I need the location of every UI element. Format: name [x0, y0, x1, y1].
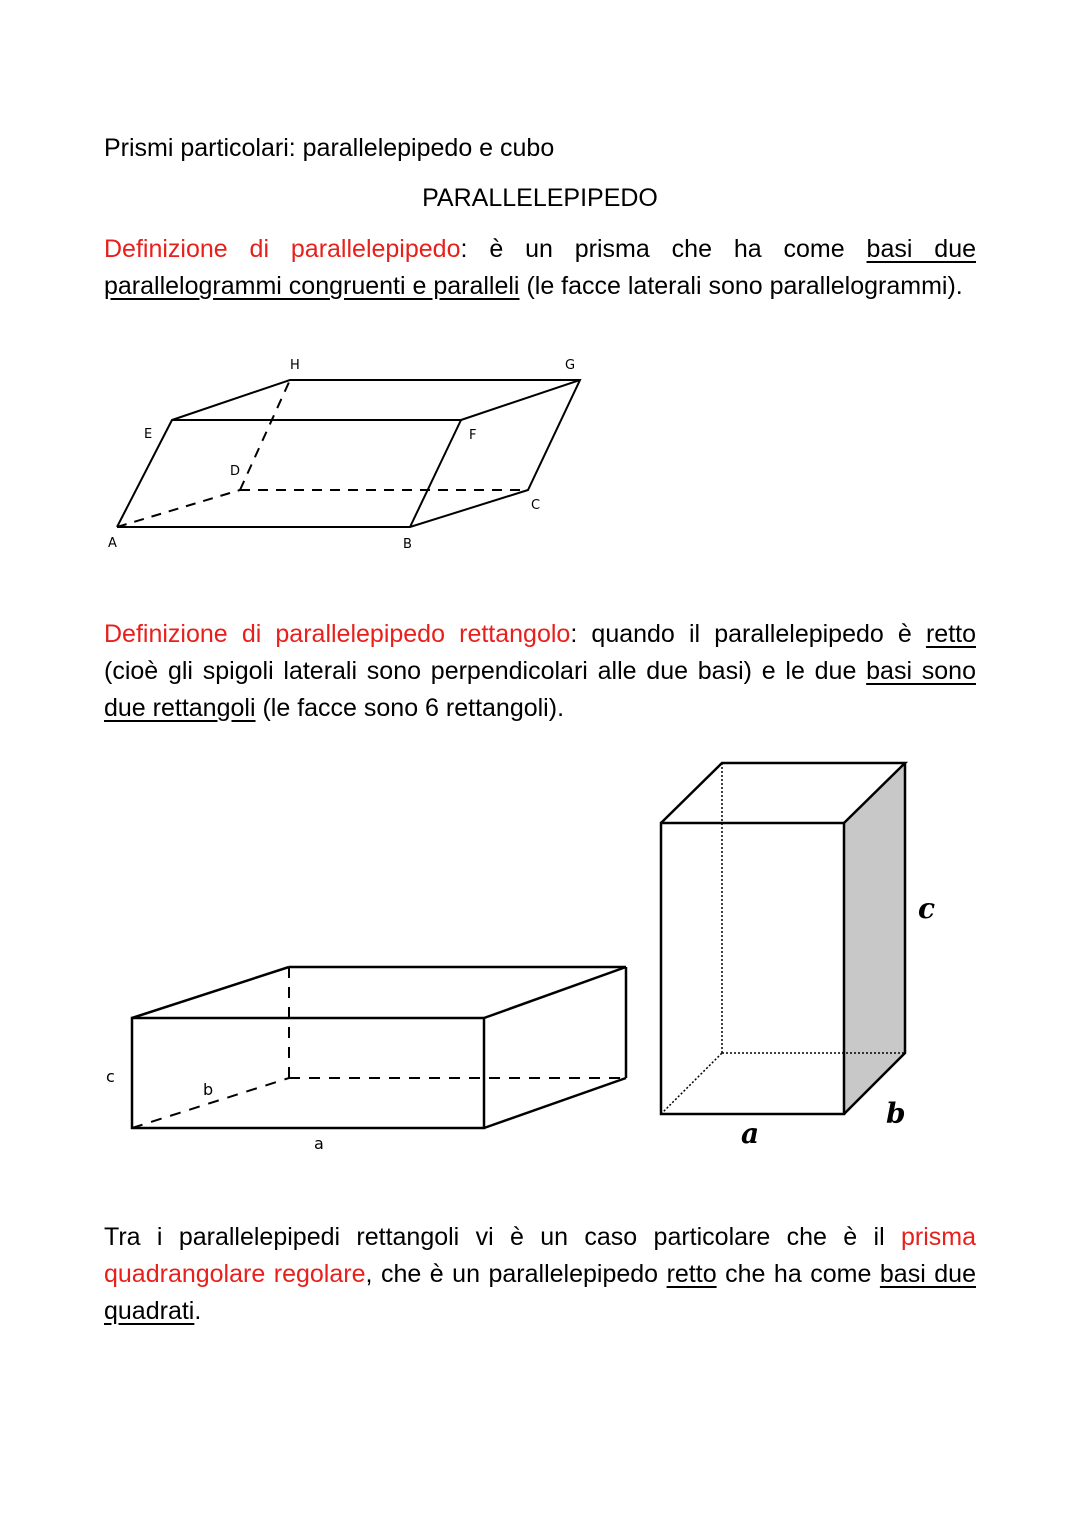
edge-label-c: c	[106, 1067, 115, 1086]
definition-term: Definizione di parallelepipedo	[104, 235, 461, 263]
edge-label-c: c	[918, 892, 936, 925]
vertex-label-b: B	[403, 537, 412, 552]
edge-label-b: b	[886, 1097, 906, 1130]
vertex-label-f: F	[469, 428, 477, 443]
vertex-label-d: D	[230, 464, 241, 479]
underlined-phrase: basi due quadrati	[104, 1260, 976, 1325]
edge-label-a: a	[741, 1117, 760, 1150]
edge-label-a: a	[314, 1134, 324, 1153]
section-heading: PARALLELEPIPEDO	[422, 184, 658, 212]
underlined-phrase: retto	[925, 620, 976, 648]
underlined-phrase: basi sono due rettangoli	[104, 657, 976, 722]
paragraph-square-prism: Tra i parallelepipedi rettangoli vi è un caso particolare che è il prisma quadrangolare regolare, che è un parallelepipedo retto che ha come basi due quadrati.	[104, 1223, 976, 1325]
vertex-label-e: E	[144, 427, 153, 442]
underlined-phrase: retto	[666, 1260, 717, 1288]
vertex-label-h: H	[290, 358, 300, 373]
vertex-label-a: A	[108, 536, 117, 551]
vertex-label-g: G	[565, 358, 576, 373]
edge-label-b: b	[203, 1080, 214, 1099]
definition-term: Definizione di parallelepipedo rettangolo	[104, 620, 571, 648]
underlined-phrase: basi due parallelogrammi congruenti e paralleli	[104, 235, 976, 300]
definition-parallelepiped: Definizione di parallelepipedo: è un prisma che ha come basi due parallelogrammi congruenti e paralleli (le facce laterali sono parallelogrammi).	[104, 235, 976, 300]
highlighted-term: prisma quadrangolare regolare	[104, 1223, 976, 1288]
page-title: Prismi particolari: parallelepipedo e cubo	[104, 134, 555, 162]
definition-rectangular-parallelepiped: Definizione di parallelepipedo rettangolo: quando il parallelepipedo è retto (cioè gli spigoli laterali sono perpendicolari alle due basi) e le due basi sono due rettangoli (le facce sono 6 rettangoli).	[104, 620, 976, 722]
vertex-label-c: C	[531, 498, 541, 513]
